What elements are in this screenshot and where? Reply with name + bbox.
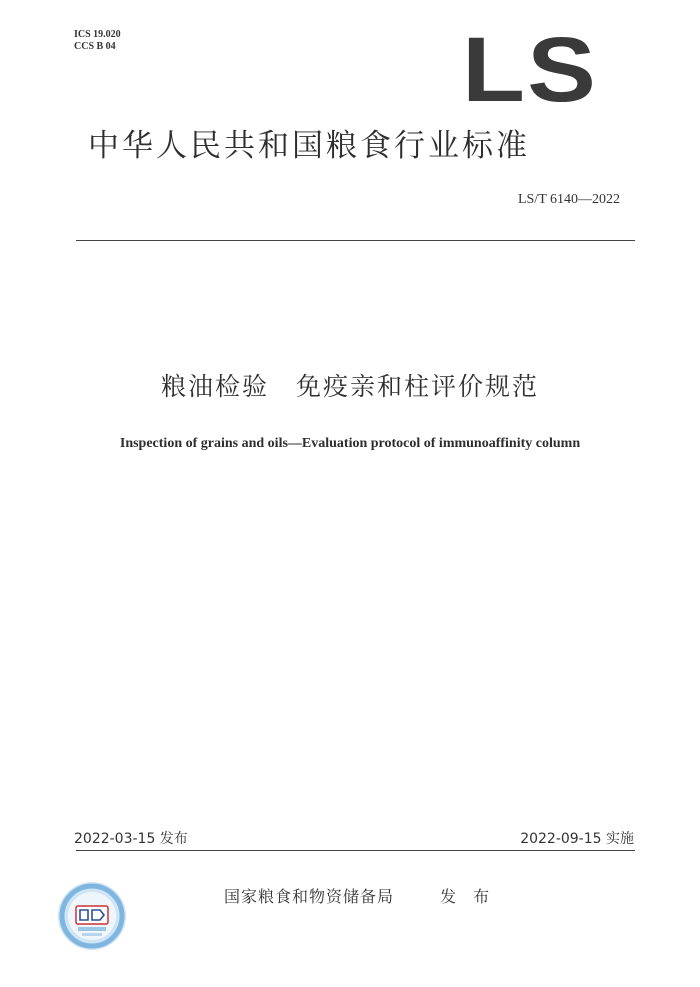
classification-codes (74, 29, 121, 53)
top-divider (76, 240, 635, 241)
issue-date: 2022-03-15 发布 (74, 831, 188, 847)
document-title-en: Inspection of grains and oils—Evaluation protocol of immunoaffinity column (119, 436, 581, 451)
document-title-cn: 粮油检验 免疫亲和柱评价规范 (160, 372, 539, 401)
implementation-date: 2022-09-15 实施 (520, 831, 634, 847)
issuing-authority: 国家粮食和物资储备局 (224, 887, 395, 906)
ccs-code: CCS B 04 (74, 41, 116, 52)
issue-label: 发 布 (440, 887, 496, 906)
standard-category-title: 中华人民共和国粮食行业标准 (88, 128, 530, 164)
ics-code: ICS 19.020 (74, 29, 121, 40)
standard-number: LS/T 6140—2022 (517, 192, 620, 207)
ls-logo: LS (462, 19, 599, 121)
bottom-divider (76, 850, 635, 851)
certification-seal-icon (56, 880, 128, 952)
